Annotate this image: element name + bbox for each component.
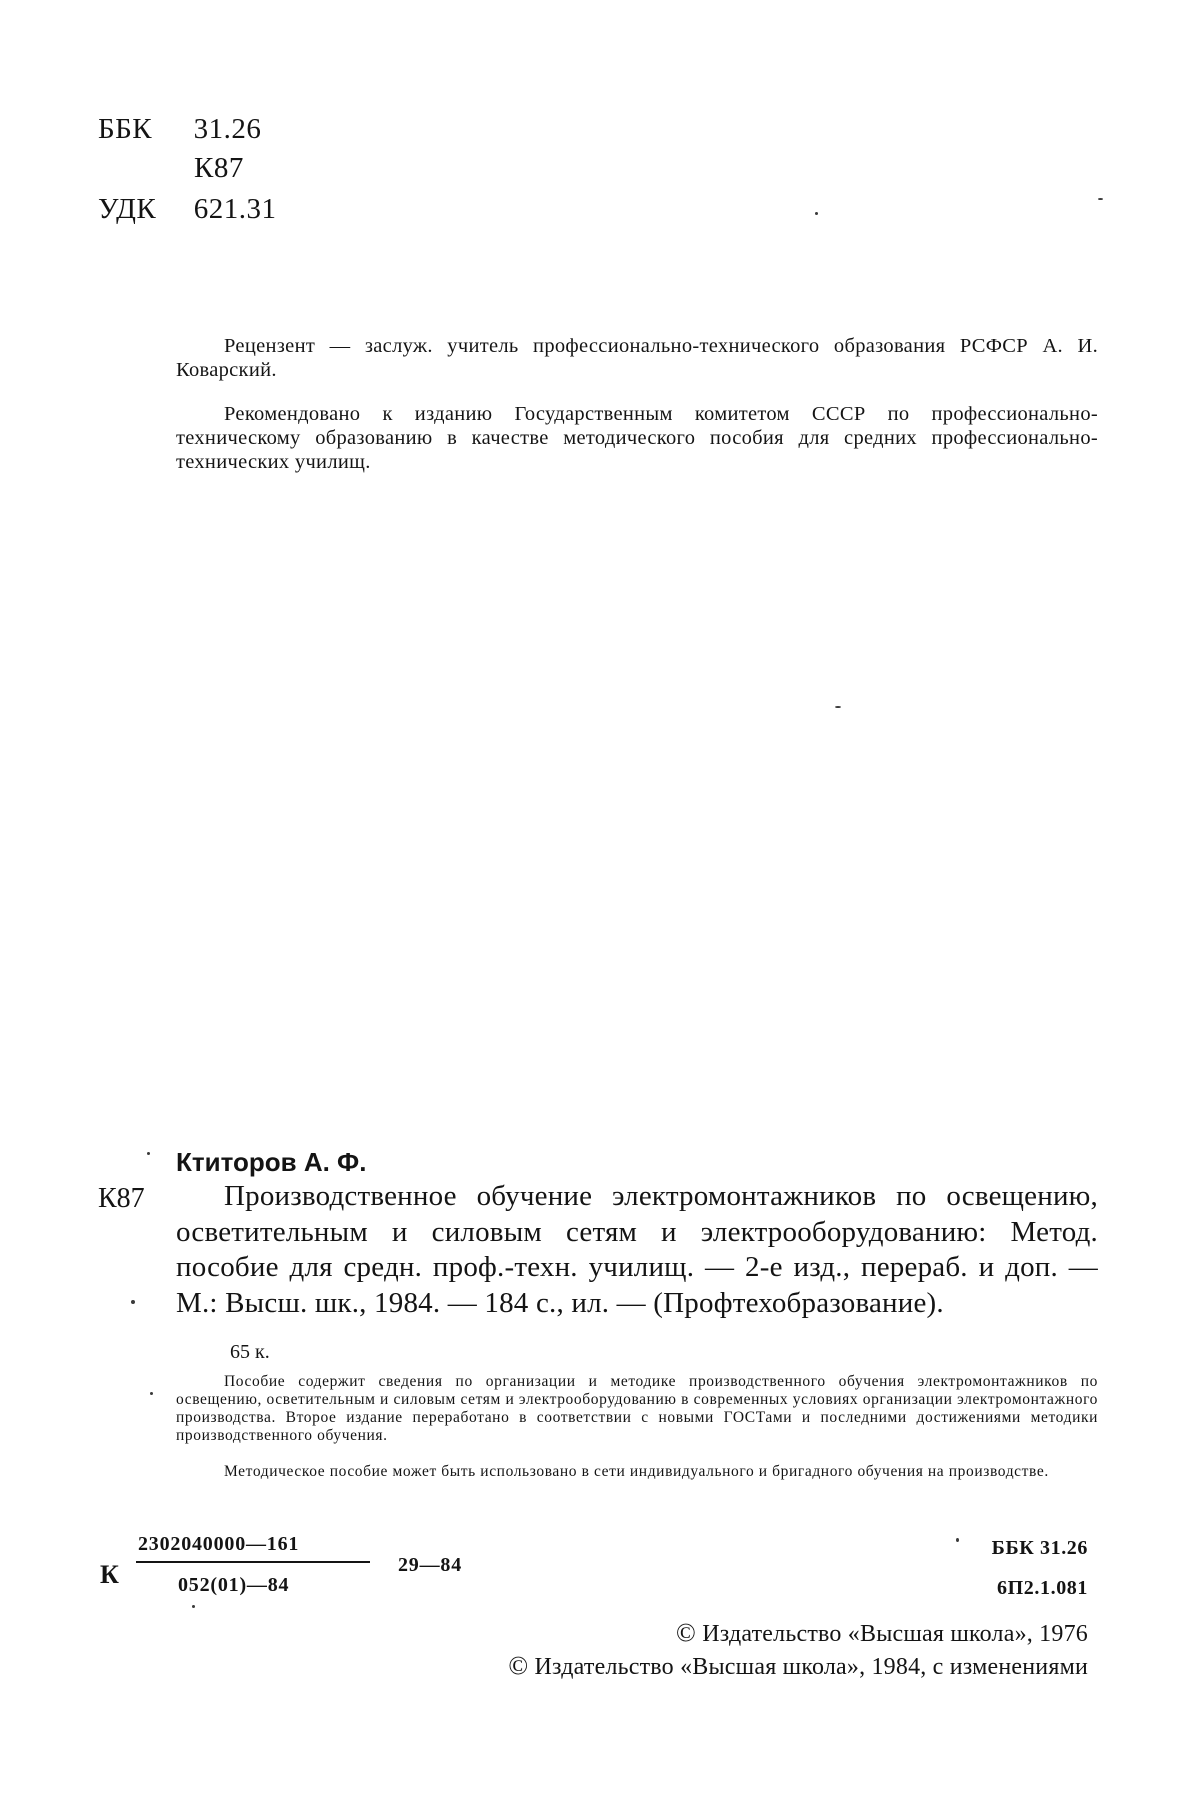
catalogue-fraction-bar [136,1561,370,1563]
copyright-1-icon: © [676,1618,696,1647]
bbk-value: 31.26 [193,113,262,145]
scan-speck [150,1392,153,1395]
author-sign: К87 [194,152,244,184]
copyright-2-text: Издательство «Высшая школа», 1984, с изменениями [534,1654,1088,1680]
copyright-line-2 [508,1652,1088,1681]
catalogue-index: 6П2.1.081 [997,1577,1088,1599]
scan-speck [956,1538,959,1542]
scan-speck [147,1152,150,1155]
udk-value: 621.31 [193,193,277,225]
scan-speck [835,706,841,708]
scan-speck [815,212,818,215]
scan-speck [192,1605,195,1608]
copyright-2-icon: © [508,1651,529,1680]
udk-line [98,192,276,226]
copyright-1-text: Издательство «Высшая школа», 1976 [702,1621,1088,1647]
recommendation-paragraph [176,402,1098,474]
annotation-text-1: Пособие содержит сведения по организации и методике производственного обучения электромонтажников по освещению, осветительным и силовым сетям и электрооборудованию в современных условиях организации электромонтажного производства. Второе издание переработано в соответствии с новыми ГОСТами и последними достижениями методики производственного обучения. [176,1373,1098,1444]
record-entry-text: Производственное обучение электромонтажников по освещению, осветительным и силовым сетям и электрооборудованию: Метод. пособие для средн. проф.-техн. училищ. — 2-е изд., перераб. и доп. — М.: Высш. шк., 1984. — 184 с., ил. — (Профтехобразование). [176,1180,1098,1319]
annotation-paragraph-1 [176,1373,1098,1445]
annotation-text-2: Методическое пособие может быть использовано в сети индивидуального и бригадного обучения на производстве. [224,1463,1049,1480]
bbk-line [98,112,261,146]
bbk-label: ББК [98,113,153,145]
record-entry [176,1179,1098,1321]
annotation-paragraph-2 [176,1463,1098,1481]
record-price: 65 к. [230,1341,270,1363]
catalogue-numerator: 2302040000—161 [138,1533,300,1555]
record-sign: К87 [98,1183,145,1214]
catalogue-code: 29—84 [398,1554,462,1576]
catalogue-denominator: 052(01)—84 [178,1574,290,1596]
copyright-line-1 [676,1619,1088,1648]
scan-speck [131,1300,135,1304]
catalogue-bbk: ББК 31.26 [991,1537,1088,1559]
scan-speck [1098,198,1103,200]
reviewer-paragraph [176,334,1098,382]
udk-label: УДК [98,193,157,225]
catalogue-letter: К [100,1560,119,1589]
reviewer-text: Рецензент — заслуж. учитель профессионально-технического образования РСФСР А. И. Коварский. [176,335,1098,381]
author-sign-line [194,151,244,185]
record-author: Ктиторов А. Ф. [176,1147,367,1177]
recommendation-text: Рекомендовано к изданию Государственным комитетом СССР по профессионально-техническому образованию в качестве методического пособия для средних профессионально-технических училищ. [176,403,1098,473]
